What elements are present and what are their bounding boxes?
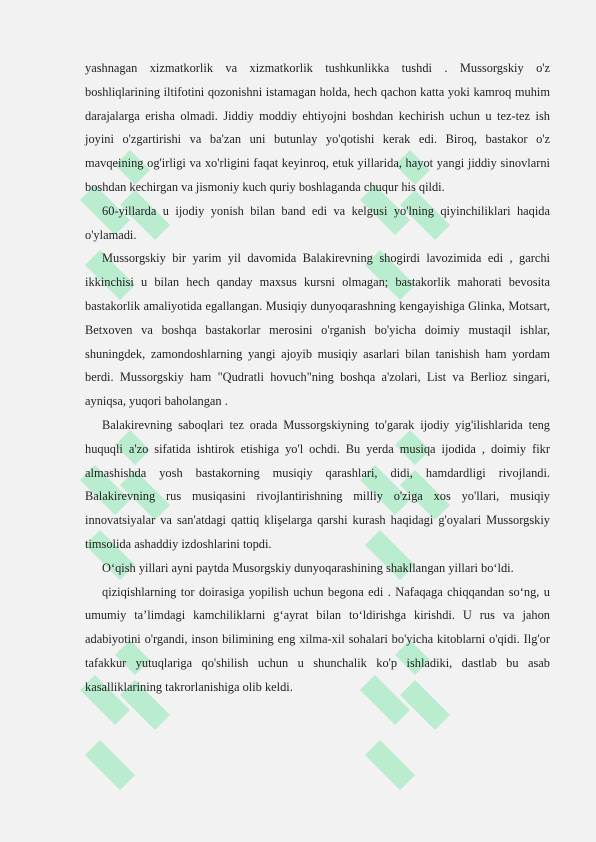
paragraph: 60-yillarda u ijodiy yonish bilan band edi va kelgusi yo'lning qiyinchiliklari haqida o'ylamadi.: [85, 203, 550, 242]
paragraph: Balakirevning saboqlari tez orada Mussorgskiyning to'garak ijodiy yig'ilishlarida teng huquqli a'zo sifatida ishtirok etishiga yo'l ochdi. Bu yerda musiqa ijodida , doimiy fikr almashishda yosh bastakorning musiqiy qarashlari, didi, hamdardligi rivojlandi. Balakirevning rus musiqasini rivojlantirishning milliy o'ziga xos yo'llari, musiqiy innovatsiyalar va san'atdagi qattiq klişelarga qarshi kurash haqidagi g'oyalari Mussorgskiy timsolida ashaddiy izdoshlarini topdi.: [85, 417, 550, 551]
paragraph: yashnagan xizmatkorlik va xizmatkorlik tushkunlikka tushdi . Mussorgskiy o'z boshliqlarining iltifotini qozonishni istamagan holda, hech qachon katta yoki kamroq muhim darajalarga erisha olmadi. Jiddiy moddiy ehtiyojni boshdan kechirish uchun u tez-tez ish joyini o'zgartirishi va ba'zan uni butunlay yo'qotishi kerak edi. Biroq, bastakor o'z mavqeining og'irligi va xo'rligini faqat keyinroq, etuk yillarida, hayot yangi jiddiy sinovlarni boshdan kechirgan va jismoniy kuch quriy boshlaganda chuqur his qildi.: [85, 61, 550, 194]
paragraph: Mussorgskiy bir yarim yil davomida Balakirevning shogirdi lavozimida edi , garchi ikkinchisi u bilan hech qanday maxsus kursni olmagan; bastakorlik mahorati bevosita bastakorlik amaliyotida egallangan. Musiqiy dunyoqarashning kengayishiga Glinka, Motsart, Betxoven va boshqa bastakorlar merosini o'rganish bo'yicha doimiy mustaqil ishlar, shuningdek, zamondoshlarning yangi ajoyib musiqiy asarlari bilan tanishish ham yordam berdi. Mussorgskiy ham "Qudratli hovuch"ning boshqa a'zolari, List va Berlioz singari, ayniqsa, yuqori baholangan .: [85, 251, 550, 409]
document-body: [85, 57, 550, 700]
paragraph: qiziqishlarning tor doirasiga yopilish uchun begona edi . Nafaqaga chiqqandan so‘ng, u umumiy ta’limdagi kamchiliklarni g‘ayrat bilan to‘ldirishga kirishdi. U rus va jahon adabiyotini o'rgandi, inson bilimining eng xilma-xil sohalari bo'yicha kitoblarni o'qidi. Ilg'or tafakkur yutuqlariga qo'shilish uchun u shunchalik ko'p ishladiki, dastlab bu asab kasalliklarining takrorlanishiga olib keldi.: [85, 584, 550, 694]
paragraph: O‘qish yillari ayni paytda Musorgskiy dunyoqarashining shakllangan yillari bo‘ldi.: [102, 560, 514, 575]
